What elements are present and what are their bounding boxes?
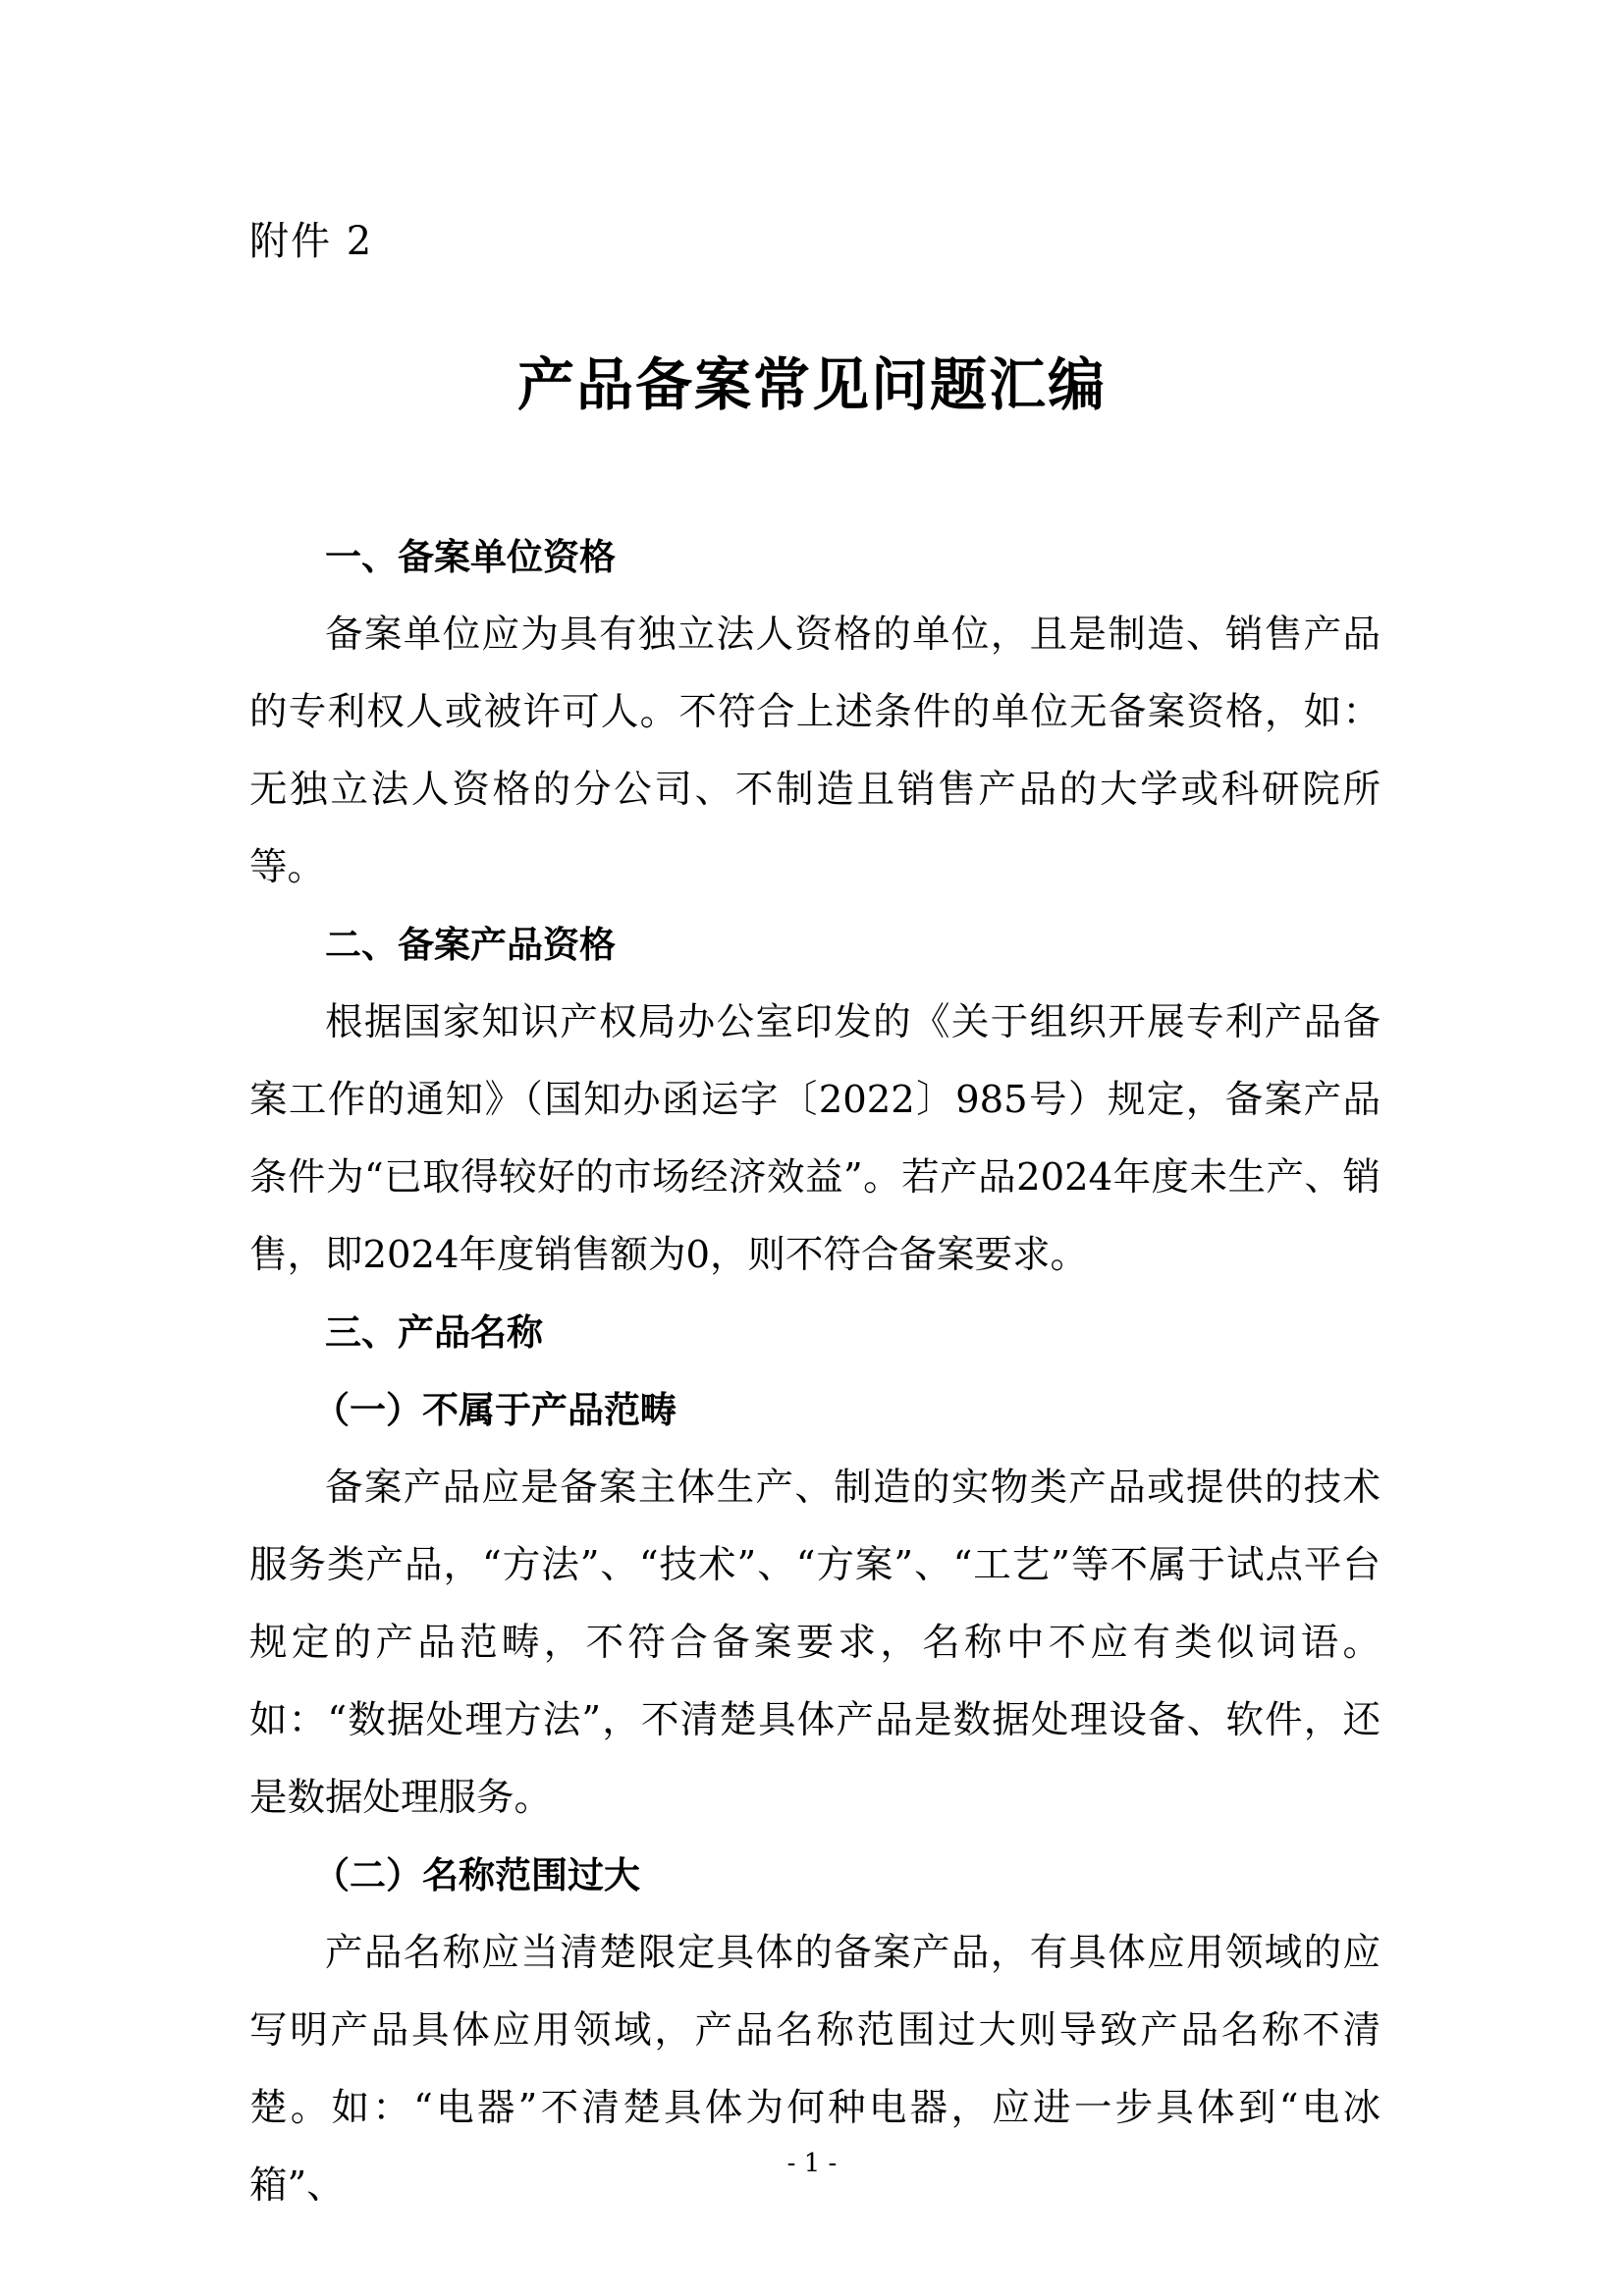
page-number: - 1 - (786, 2149, 838, 2178)
document-body (249, 518, 1380, 2224)
section-2-paragraph: 根据国家知识产权局办公室印发的《关于组织开展专利产品备案工作的通知》（国知办函运字〔2022〕985号）规定，备案产品条件为“已取得较好的市场经济效益”。若产品2024年度未生产、销售，即2024年度销售额为0，则不符合备案要求。 (249, 1000, 1380, 1277)
section-heading-3: 三、产品名称 (325, 1311, 543, 1354)
document-title: 产品备案常见问题汇编 (516, 351, 1107, 418)
subsection-3-2-paragraph: 产品名称应当清楚限定具体的备案产品，有具体应用领域的应写明产品具体应用领域，产品名称范围过大则导致产品名称不清楚。如：“电器”不清楚具体为何种电器，应进一步具体到“电冰箱”、 (249, 1931, 1380, 2208)
subsection-heading-3-2: （二）名称范围过大 (313, 1853, 640, 1896)
section-1-paragraph: 备案单位应为具有独立法人资格的单位，且是制造、销售产品的专利权人或被许可人。不符合上述条件的单位无备案资格，如：无独立法人资格的分公司、不制造且销售产品的大学或科研院所等。 (249, 613, 1380, 889)
subsection-heading-3-1: （一）不属于产品范畴 (313, 1388, 677, 1431)
attachment-label: 附件 2 (249, 219, 374, 264)
section-heading-2: 二、备案产品资格 (325, 924, 616, 966)
section-heading-1: 一、备案单位资格 (325, 536, 616, 578)
subsection-3-1-paragraph: 备案产品应是备案主体生产、制造的实物类产品或提供的技术服务类产品，“方法”、“技术”、“方案”、“工艺”等不属于试点平台规定的产品范畴，不符合备案要求，名称中不应有类似词语。如：“数据处理方法”，不清楚具体产品是数据处理设备、软件，还是数据处理服务。 (249, 1466, 1380, 1820)
